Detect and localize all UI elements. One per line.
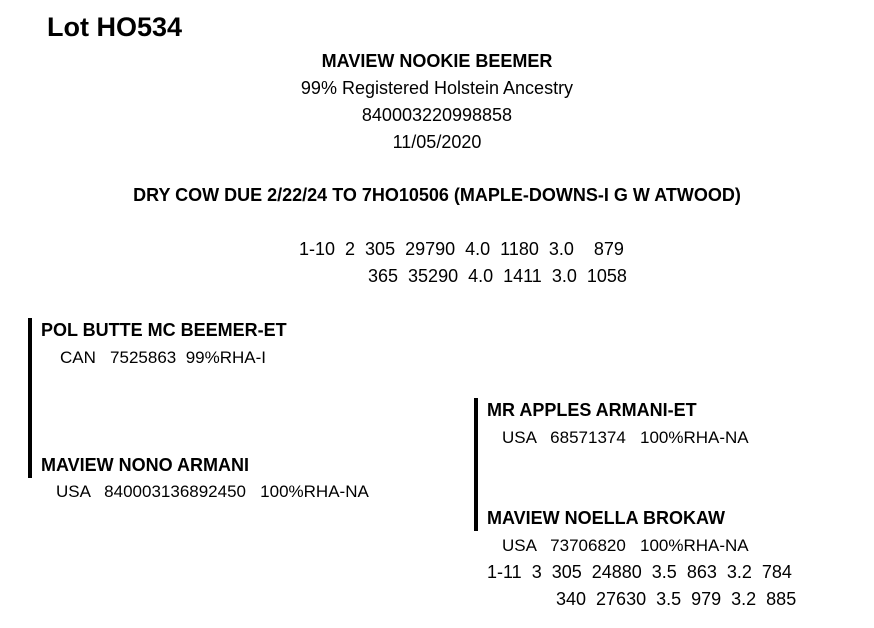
lot-number: Lot HO534 <box>47 12 183 42</box>
animal-birth-date: 11/05/2020 <box>392 132 482 152</box>
maternal-grandsire-details: USA 68571374 100%RHA-NA <box>502 428 749 447</box>
sire-bracket-line <box>28 318 32 398</box>
animal-record-line-2: 365 35290 4.0 1411 3.0 1058 <box>368 266 627 286</box>
animal-id: 840003220998858 <box>361 105 513 125</box>
maternal-grandsire-name: MR APPLES ARMANI-ET <box>487 400 697 420</box>
maternal-granddam-bracket-line <box>474 478 478 531</box>
sire-details: CAN 7525863 99%RHA-I <box>60 348 266 367</box>
maternal-grandsire-bracket-line <box>474 398 478 478</box>
maternal-granddam-name: MAVIEW NOELLA BROKAW <box>487 508 725 528</box>
dam-bracket-line <box>28 398 32 478</box>
animal-name: MAVIEW NOOKIE BEEMER <box>321 51 553 71</box>
maternal-granddam-details: USA 73706820 100%RHA-NA <box>502 536 749 555</box>
maternal-granddam-record-line-2: 340 27630 3.5 979 3.2 885 <box>556 589 797 609</box>
sire-name: POL BUTTE MC BEEMER-ET <box>41 320 287 340</box>
animal-ancestry: 99% Registered Holstein Ancestry <box>300 78 574 98</box>
maternal-granddam-record-line-1: 1-11 3 305 24880 3.5 863 3.2 784 <box>487 562 792 582</box>
animal-status: DRY COW DUE 2/22/24 TO 7HO10506 (MAPLE-DOWNS-I G W ATWOOD) <box>133 185 741 205</box>
animal-record-line-1: 1-10 2 305 29790 4.0 1180 3.0 879 <box>299 239 624 259</box>
dam-details: USA 840003136892450 100%RHA-NA <box>56 482 369 501</box>
dam-name: MAVIEW NONO ARMANI <box>41 455 249 475</box>
